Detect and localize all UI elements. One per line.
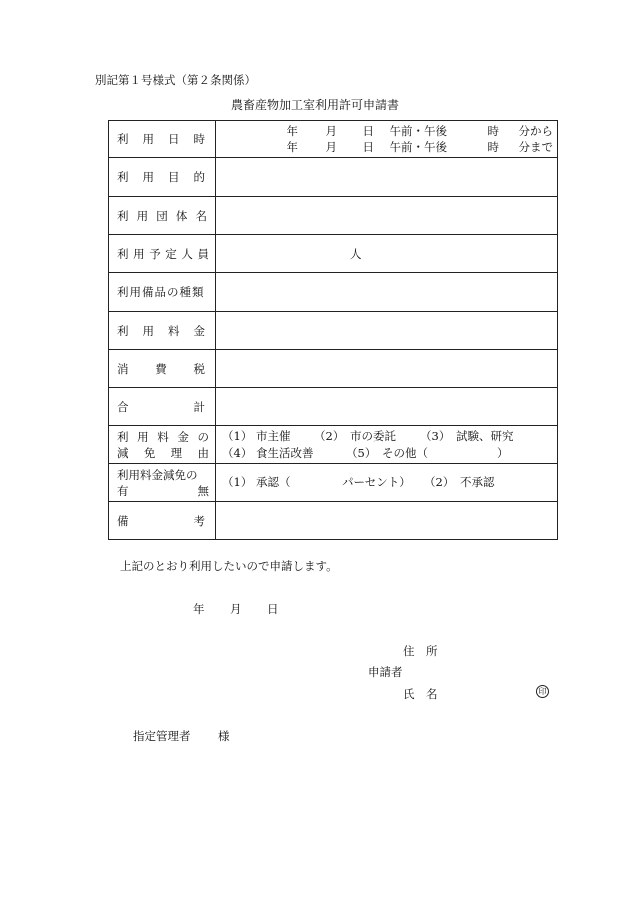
application-table — [108, 120, 558, 540]
label-char: 時 — [193, 132, 205, 146]
label-char: 名 — [195, 208, 207, 223]
datetime-from — [216, 123, 557, 139]
year-unit: 年 — [193, 602, 205, 616]
total-field[interactable] — [216, 388, 558, 426]
label-char: 合 — [117, 399, 129, 414]
label-char: 消 — [117, 361, 129, 376]
label-char: 日 — [168, 132, 180, 146]
label-char: 的 — [193, 170, 205, 184]
label-char: 員 — [197, 246, 209, 261]
label-total — [109, 388, 216, 426]
option-other-close: ） — [497, 445, 509, 460]
label-char: 予 — [149, 246, 161, 261]
label-char: 用 — [137, 429, 149, 444]
hour-unit: 時 — [487, 140, 499, 154]
row-datetime — [109, 121, 558, 158]
minute-from: 分から — [518, 124, 553, 138]
remarks-field[interactable] — [216, 502, 558, 540]
label-char: 用 — [142, 170, 154, 184]
label-equipment — [109, 273, 216, 312]
label-char: 税 — [193, 361, 205, 376]
option-city-hosted[interactable]: 市主催 — [256, 428, 291, 443]
ampm-label: 午前・午後 — [389, 124, 447, 138]
hour-unit: 時 — [487, 124, 499, 138]
label-reduction-reason — [109, 426, 216, 464]
label-fee — [109, 312, 216, 350]
purpose-field[interactable] — [216, 158, 558, 197]
ampm-label: 午前・午後 — [389, 140, 447, 154]
option-number[interactable]: （2） — [314, 428, 345, 443]
label-tax — [109, 350, 216, 388]
fee-field[interactable] — [216, 312, 558, 350]
label-char: 理 — [170, 445, 183, 460]
application-date[interactable] — [193, 601, 279, 617]
option-approved[interactable]: 承認（ — [256, 475, 291, 489]
label-reduction-status — [109, 464, 216, 502]
row-purpose — [109, 158, 558, 197]
form-number-label: 別記第１号様式（第２条関係） — [95, 73, 256, 87]
option-number[interactable]: （4） — [222, 445, 253, 460]
row-people — [109, 235, 558, 273]
option-research[interactable]: 試験、研究 — [456, 428, 514, 443]
group-name-field[interactable] — [216, 197, 558, 235]
label-char: 免 — [143, 445, 156, 460]
label-datetime — [109, 121, 216, 158]
reduction-reason-options — [216, 426, 558, 464]
address-label: 住 所 — [403, 644, 438, 658]
reduction-status-options — [216, 464, 558, 502]
year-unit: 年 — [286, 140, 298, 154]
datetime-field[interactable] — [216, 121, 558, 158]
application-statement: 上記のとおり利用したいので申請します。 — [120, 559, 338, 573]
label-char: 費 — [155, 361, 167, 376]
label-remarks — [109, 502, 216, 540]
label-char: 目 — [168, 170, 180, 184]
form-title: 農畜産物加工室利用許可申請書 — [230, 98, 399, 112]
label-char: 無 — [197, 483, 209, 498]
designated-manager — [133, 728, 230, 744]
label-char: 減 — [117, 445, 129, 460]
manager-label: 指定管理者 — [133, 729, 191, 743]
option-diet-improvement[interactable]: 食生活改善 — [256, 445, 314, 460]
label-char: 利 — [117, 208, 129, 223]
label-char: 有 — [117, 483, 129, 498]
label-char: 利 — [117, 170, 129, 184]
datetime-to — [216, 139, 557, 155]
people-count-field[interactable] — [216, 235, 558, 273]
label-char: 金 — [193, 323, 205, 338]
day-unit: 日 — [362, 124, 374, 138]
tax-field[interactable] — [216, 350, 558, 388]
label-char: 計 — [193, 399, 205, 414]
name-label: 氏 名 — [403, 687, 438, 701]
applicant-label: 申請者 — [368, 665, 403, 679]
label-char: 料 — [157, 429, 169, 444]
row-tax — [109, 350, 558, 388]
label-char: の — [197, 429, 209, 444]
option-number[interactable]: （2） — [424, 475, 455, 489]
option-number[interactable]: （5） — [346, 445, 377, 460]
equipment-field[interactable] — [216, 273, 558, 312]
month-unit: 月 — [230, 602, 242, 616]
row-fee — [109, 312, 558, 350]
label-group — [109, 197, 216, 235]
row-group — [109, 197, 558, 235]
day-unit: 日 — [362, 140, 374, 154]
label-char: 人 — [181, 246, 193, 261]
month-unit: 月 — [325, 124, 337, 138]
label-char: 料 — [168, 323, 180, 338]
label-text: 利用料金減免の — [117, 467, 198, 482]
label-char: 団 — [156, 208, 168, 223]
option-city-commission[interactable]: 市の委託 — [350, 428, 396, 443]
percent-label: パーセント） — [342, 475, 411, 489]
label-char: 利 — [117, 132, 129, 146]
label-char: 利 — [117, 429, 129, 444]
minute-to: 分まで — [518, 140, 553, 154]
seal-icon: 印 — [536, 685, 549, 698]
label-purpose — [109, 158, 216, 197]
label-char: 用 — [142, 323, 154, 338]
label-char: 用 — [136, 208, 149, 223]
label-char: 利 — [117, 246, 129, 261]
label-text: 利用備品の種類 — [117, 285, 205, 299]
label-people — [109, 235, 216, 273]
label-char: 金 — [177, 429, 189, 444]
label-char: 備 — [117, 513, 129, 528]
row-reduction-status — [109, 464, 558, 502]
label-char: 体 — [175, 208, 188, 223]
option-number[interactable]: （3） — [420, 428, 451, 443]
row-equipment — [109, 273, 558, 312]
option-not-approved[interactable]: 不承認 — [460, 475, 495, 489]
row-reduction-reason — [109, 426, 558, 464]
label-char: 由 — [197, 445, 209, 460]
row-total — [109, 388, 558, 426]
option-other[interactable]: その他（ — [382, 445, 428, 460]
label-char: 利 — [117, 323, 129, 338]
label-char: 考 — [193, 513, 205, 528]
row-remarks — [109, 502, 558, 540]
honorific: 様 — [218, 729, 230, 743]
label-char: 用 — [133, 246, 145, 261]
label-char: 用 — [142, 132, 154, 146]
day-unit: 日 — [267, 602, 279, 616]
year-unit: 年 — [286, 124, 298, 138]
label-char: 定 — [165, 246, 177, 261]
people-unit: 人 — [350, 246, 362, 261]
month-unit: 月 — [325, 140, 337, 154]
option-number[interactable]: （1） — [222, 428, 253, 443]
option-number[interactable]: （1） — [222, 475, 253, 489]
